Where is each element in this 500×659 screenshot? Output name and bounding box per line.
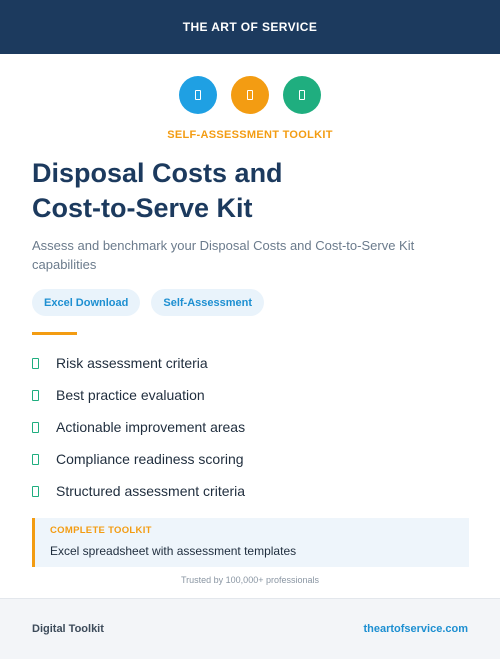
toolkit-callout	[32, 518, 469, 567]
check-icon	[32, 390, 39, 401]
check-icon	[32, 486, 39, 497]
title-line-1: Disposal Costs and	[32, 158, 283, 188]
callout-label: COMPLETE TOOLKIT	[50, 525, 152, 536]
subtitle: Assess and benchmark your Disposal Costs and Cost-to-Serve Kit capabilities	[32, 238, 415, 272]
icon-row	[0, 76, 500, 114]
list-item	[32, 475, 472, 507]
trust-note: Trusted by 100,000+ professionals	[180, 575, 319, 585]
brand-name: THE ART OF SERVICE	[182, 20, 318, 34]
feature-list	[32, 347, 472, 507]
feature-label: Best practice evaluation	[56, 387, 205, 403]
list-item	[32, 411, 472, 443]
feature-label: Structured assessment criteria	[56, 483, 246, 499]
list-item	[32, 443, 472, 475]
clipboard-icon	[231, 76, 269, 114]
page-title	[32, 156, 472, 226]
check-icon	[32, 358, 39, 369]
feature-label: Actionable improvement areas	[56, 419, 246, 435]
website-link[interactable]: theartofservice.com	[363, 623, 468, 635]
accent-divider	[32, 332, 77, 335]
top-banner	[0, 0, 500, 54]
footer-label: Digital Toolkit	[32, 623, 104, 635]
tag-list	[32, 289, 264, 316]
callout-text: Excel spreadsheet with assessment templates	[50, 544, 297, 558]
title-line-2: Cost-to-Serve Kit	[32, 193, 253, 223]
check-icon	[32, 422, 39, 433]
checklist-icon	[283, 76, 321, 114]
tag-self-assessment: Self-Assessment	[151, 289, 264, 316]
list-item	[32, 379, 472, 411]
list-item	[32, 347, 472, 379]
feature-label: Risk assessment criteria	[56, 355, 208, 371]
document-icon	[179, 76, 217, 114]
tag-excel-download: Excel Download	[32, 289, 140, 316]
footer	[0, 598, 500, 659]
check-icon	[32, 454, 39, 465]
feature-label: Compliance readiness scoring	[56, 451, 244, 467]
toolkit-kicker: SELF-ASSESSMENT TOOLKIT	[167, 129, 333, 141]
